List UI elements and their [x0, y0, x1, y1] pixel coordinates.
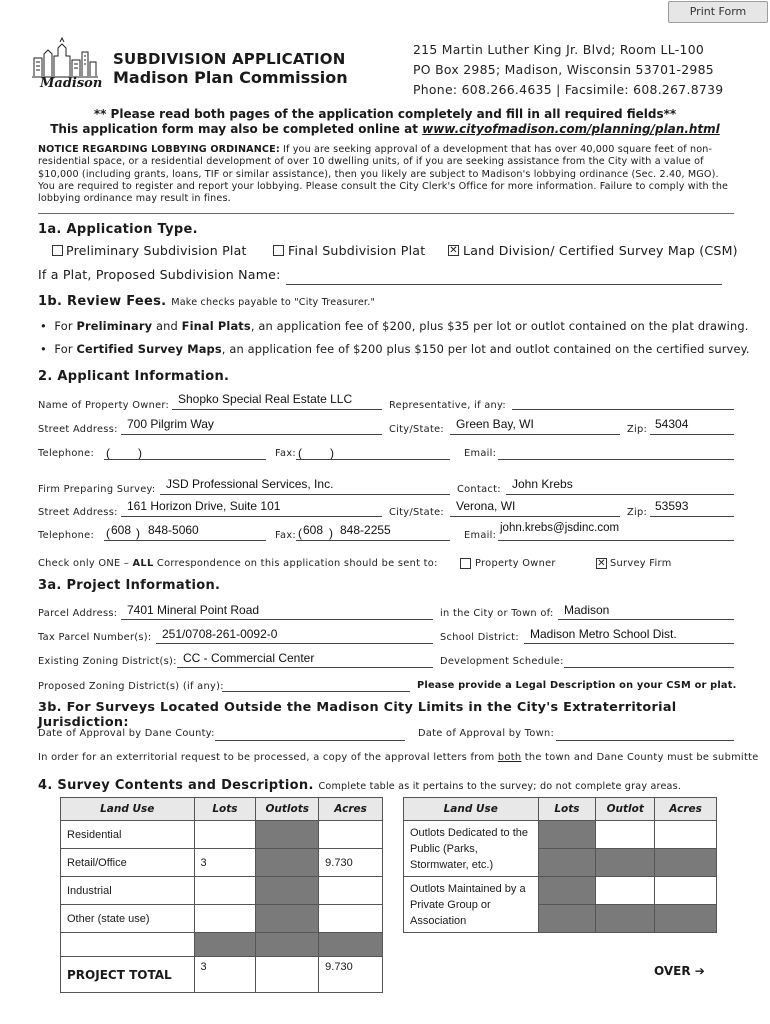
- owner-zip-input[interactable]: [650, 434, 734, 435]
- total-lots-cell[interactable]: 3: [194, 957, 256, 993]
- contact-value: John Krebs: [512, 477, 573, 491]
- table-row: [61, 877, 383, 905]
- madison-logo: [30, 36, 102, 100]
- representative-input[interactable]: [512, 409, 734, 410]
- owner-name-value: Shopko Special Real Estate LLC: [178, 392, 353, 406]
- row-label: Retail/Office: [61, 849, 195, 877]
- outlots-public-acres-cell[interactable]: [655, 821, 717, 849]
- gray-cell: [538, 849, 596, 877]
- gray-cell: [596, 849, 655, 877]
- firm-fax-area: 608: [303, 523, 324, 537]
- firm-tel-number: 848-5060: [148, 523, 199, 537]
- table-row: [61, 905, 383, 933]
- section-divider: [38, 213, 734, 214]
- owner-city-label: City/State:: [389, 424, 445, 435]
- gray-cell: [319, 933, 383, 957]
- row-label: Residential: [61, 821, 195, 849]
- dev-schedule-label: Development Schedule:: [440, 656, 564, 667]
- empty-cell: [61, 933, 195, 957]
- address-line-1: 215 Martin Luther King Jr. Blvd; Room LL-100: [413, 42, 705, 57]
- school-district-input[interactable]: [524, 643, 734, 644]
- firm-zip-label: Zip:: [627, 507, 648, 518]
- section-4-note: Complete table as it pertains to the survey; do not complete gray areas.: [318, 781, 682, 792]
- parcel-address-label: Parcel Address:: [38, 608, 118, 619]
- fee-bullet-csm-pre: For: [54, 342, 77, 356]
- corr-firm-label: Survey Firm: [610, 558, 672, 569]
- address-line-2: PO Box 2985; Madison, Wisconsin 53701-2985: [413, 62, 714, 77]
- total-acres-cell[interactable]: 9.730: [319, 957, 383, 993]
- section-1b: [38, 294, 375, 309]
- preliminary-plat-checkbox[interactable]: [52, 245, 63, 256]
- owner-zip-label: Zip:: [627, 424, 648, 435]
- county-approval-input[interactable]: [215, 740, 405, 741]
- gray-cell: [256, 849, 319, 877]
- firm-city-label: City/State:: [389, 507, 445, 518]
- lots-cell[interactable]: 3: [194, 849, 256, 877]
- parcel-address-value: 7401 Mineral Point Road: [127, 603, 260, 617]
- owner-email-label: Email:: [464, 448, 497, 459]
- form-subtitle: Madison Plan Commission: [113, 68, 348, 87]
- existing-zoning-value: CC - Commercial Center: [183, 651, 315, 665]
- acres-cell[interactable]: [319, 821, 383, 849]
- fee-bullet-csm-rest: , an application fee of $200 plus $150 per lot and outlot contained on the certified survey.: [221, 342, 750, 356]
- fee-bullet-plats-bold2: Final Plats: [181, 319, 251, 333]
- firm-street-value: 161 Horizon Drive, Suite 101: [127, 499, 281, 513]
- plat-name-input[interactable]: [286, 284, 722, 285]
- firm-input[interactable]: [160, 494, 450, 495]
- corr-owner-checkbox[interactable]: [460, 558, 471, 569]
- firm-email-input[interactable]: [498, 540, 734, 541]
- phone-line: Phone: 608.266.4635 | Facsimile: 608.267.8739: [413, 82, 724, 97]
- notice-line-2-prefix: This application form may also be completed online at: [50, 122, 423, 136]
- owner-fax-paren-open: (: [298, 446, 302, 460]
- owner-fax-paren-close: ): [330, 446, 334, 460]
- table-row: [61, 933, 383, 957]
- owner-name-input[interactable]: [172, 409, 382, 410]
- parcel-address-input[interactable]: [121, 619, 433, 620]
- town-approval-label: Date of Approval by Town:: [418, 728, 555, 739]
- proposed-zoning-input[interactable]: [222, 691, 410, 692]
- firm-fax-input[interactable]: [296, 540, 450, 541]
- owner-tel-paren-close: ): [138, 446, 142, 460]
- firm-tel-paren-open: (: [106, 526, 110, 540]
- col-lots-2: Lots: [538, 798, 596, 821]
- outlots-public-label: Outlots Dedicated to the Public (Parks, Stormwater, etc.): [404, 821, 539, 877]
- extraterritorial-note-underlined: both: [497, 752, 522, 763]
- corr-owner-label: Property Owner: [475, 558, 556, 569]
- fee-bullet-plats-bold1: Preliminary: [76, 319, 153, 333]
- col-land-use: Land Use: [61, 798, 195, 821]
- gray-cell: [538, 905, 596, 933]
- online-form-link[interactable]: www.cityofmadison.com/planning/plan.html: [422, 122, 720, 136]
- col-lots: Lots: [194, 798, 256, 821]
- tax-parcel-label: Tax Parcel Number(s):: [38, 632, 152, 643]
- fee-bullet-plats-rest: , an application fee of $200, plus $35 per lot or outlot contained on the plat drawing.: [250, 319, 749, 333]
- firm-tel-label: Telephone:: [38, 530, 95, 541]
- owner-fax-input[interactable]: [296, 459, 450, 460]
- fee-bullet-plats-mid: and: [152, 319, 182, 333]
- form-title: SUBDIVISION APPLICATION: [113, 50, 346, 68]
- total-outlots-cell[interactable]: [256, 957, 319, 993]
- firm-email-label: Email:: [464, 530, 497, 541]
- county-approval-label: Date of Approval by Dane County:: [38, 728, 215, 739]
- owner-tel-input[interactable]: [104, 459, 266, 460]
- table-row: [61, 849, 383, 877]
- gray-cell: [256, 821, 319, 849]
- row-label: Industrial: [61, 877, 195, 905]
- firm-street-input[interactable]: [121, 516, 382, 517]
- print-form-button[interactable]: Print Form: [668, 1, 768, 23]
- lots-cell[interactable]: [194, 905, 256, 933]
- land-use-table-left: [60, 797, 383, 993]
- outlots-private-label: Outlots Maintained by a Private Group or Association: [404, 877, 539, 933]
- firm-street-label: Street Address:: [38, 507, 118, 518]
- owner-name-label: Name of Property Owner:: [38, 400, 170, 411]
- city-town-value: Madison: [564, 603, 610, 617]
- gray-cell: [256, 905, 319, 933]
- final-plat-checkbox[interactable]: [273, 245, 284, 256]
- notice-line-2: [0, 122, 770, 136]
- correspondence-label-rest: Correspondence on this application should be sent to:: [153, 558, 438, 569]
- owner-street-value: 700 Pilgrim Way: [127, 417, 214, 431]
- gray-cell: [538, 877, 596, 905]
- col-outlots: Outlots: [256, 798, 319, 821]
- logo-text: Madison: [40, 76, 103, 91]
- owner-tel-label: Telephone:: [38, 448, 95, 459]
- section-1a-heading: 1a. Application Type.: [38, 222, 198, 237]
- firm-fax-label: Fax:: [275, 530, 297, 541]
- correspondence-label-pre: Check only ONE –: [38, 558, 133, 569]
- gray-cell: [194, 933, 256, 957]
- land-use-table-right: [403, 797, 717, 933]
- firm-zip-input[interactable]: [650, 516, 734, 517]
- preliminary-plat-label: Preliminary Subdivision Plat: [66, 243, 247, 258]
- acres-cell[interactable]: [319, 905, 383, 933]
- proposed-zoning-label: Proposed Zoning District(s) (if any):: [38, 681, 224, 692]
- col-acres-2: Acres: [655, 798, 717, 821]
- gray-cell: [596, 905, 655, 933]
- firm-tel-input[interactable]: [104, 540, 266, 541]
- contact-label: Contact:: [457, 484, 501, 495]
- city-town-input[interactable]: [558, 619, 734, 620]
- extraterritorial-note: [38, 752, 759, 763]
- outlots-private-outlot-cell[interactable]: [596, 877, 655, 905]
- correspondence-label-bold: ALL: [132, 558, 154, 569]
- table-row: [61, 821, 383, 849]
- firm-value: JSD Professional Services, Inc.: [166, 477, 334, 491]
- notice-line-1: ** Please read both pages of the application completely and fill in all required fields**: [93, 107, 677, 121]
- firm-label: Firm Preparing Survey:: [38, 484, 156, 495]
- firm-tel-area: 608: [111, 523, 132, 537]
- acres-cell[interactable]: [319, 877, 383, 905]
- town-approval-input[interactable]: [556, 740, 734, 741]
- firm-fax-paren-open: (: [298, 526, 302, 540]
- over-label: OVER ➔: [654, 964, 705, 978]
- acres-cell[interactable]: 9.730: [319, 849, 383, 877]
- firm-zip-value: 53593: [655, 499, 689, 513]
- lobbying-notice-heading: NOTICE REGARDING LOBBYING ORDINANCE:: [38, 144, 280, 155]
- row-label: Other (state use): [61, 905, 195, 933]
- col-acres: Acres: [319, 798, 383, 821]
- csm-label: Land Division/ Certified Survey Map (CSM): [463, 243, 738, 258]
- section-1b-heading: 1b. Review Fees.: [38, 294, 167, 309]
- representative-label: Representative, if any:: [389, 400, 507, 411]
- tax-parcel-value: 251/0708-261-0092-0: [162, 627, 278, 641]
- firm-city-value: Verona, WI: [456, 499, 516, 513]
- owner-tel-paren-open: (: [106, 446, 110, 460]
- owner-street-input[interactable]: [121, 434, 382, 435]
- owner-city-input[interactable]: [450, 434, 620, 435]
- lobbying-notice: [38, 144, 734, 205]
- firm-fax-paren-close: ): [329, 526, 333, 540]
- final-plat-label: Final Subdivision Plat: [288, 243, 426, 258]
- city-town-label: in the City or Town of:: [440, 608, 554, 619]
- section-1b-note: Make checks payable to "City Treasurer.": [171, 297, 376, 308]
- project-total-label: PROJECT TOTAL: [61, 957, 195, 993]
- correspondence-label: [38, 558, 438, 569]
- owner-street-label: Street Address:: [38, 424, 118, 435]
- firm-email-value: john.krebs@jsdinc.com: [500, 522, 620, 534]
- lots-cell[interactable]: [194, 821, 256, 849]
- csm-checkbox[interactable]: ✕: [449, 245, 458, 256]
- legal-description-note: Please provide a Legal Description on your CSM or plat.: [417, 680, 737, 691]
- owner-email-input[interactable]: [498, 459, 734, 460]
- contact-input[interactable]: [506, 494, 734, 495]
- gray-cell: [256, 933, 319, 957]
- fee-bullet-csm-bold: Certified Survey Maps: [76, 342, 222, 356]
- gray-cell: [538, 821, 596, 849]
- fee-bullet-csm: • For Certified Survey Maps, an application fee of $200 plus $150 per lot and outlot contained on the certified survey.: [40, 342, 750, 356]
- corr-firm-checkbox[interactable]: ✕: [597, 558, 606, 569]
- firm-city-input[interactable]: [450, 516, 620, 517]
- total-row: [61, 957, 383, 993]
- owner-fax-label: Fax:: [275, 448, 297, 459]
- owner-zip-value: 54304: [655, 417, 689, 431]
- existing-zoning-input[interactable]: [177, 667, 433, 668]
- gray-cell: [655, 849, 717, 877]
- outlots-public-outlot-cell[interactable]: [596, 821, 655, 849]
- fee-bullet-plats: • For Preliminary and Final Plats, an application fee of $200, plus $35 per lot or outlot contained on the plat drawing.: [40, 319, 749, 333]
- fee-bullet-plats-pre: For: [54, 319, 77, 333]
- firm-fax-number: 848-2255: [340, 523, 391, 537]
- col-land-use-2: Land Use: [404, 798, 539, 821]
- extraterritorial-note-pre: In order for an exterritorial request to be processed, a copy of the approval letters from: [38, 752, 498, 763]
- school-district-label: School District:: [440, 632, 519, 643]
- dev-schedule-input[interactable]: [564, 667, 734, 668]
- owner-city-value: Green Bay, WI: [456, 417, 534, 431]
- section-3a-heading: 3a. Project Information.: [38, 578, 221, 593]
- section-4-heading: 4. Survey Contents and Description.: [38, 778, 314, 793]
- lobbying-notice-text: If you are seeking approval of a development that has over 40,000 square feet of non-residential space, or a residential development of over 10 dwelling units, of if you are seeking assistance from the City with a value of $10,000 (including grants, loans, TIF or similar assistance), then you likely are subject to Madison's lobbying ordinance (Sec. 2.40, MGO). You are required to register and report your lobbying. Please consult the City Clerk's Office for more information. Failure to comply with the lobbying ordinance may result in fines.: [38, 144, 729, 205]
- firm-tel-paren-close: ): [136, 526, 140, 540]
- gray-cell: [256, 877, 319, 905]
- col-outlot-2: Outlot: [596, 798, 655, 821]
- existing-zoning-label: Existing Zoning District(s):: [38, 656, 177, 667]
- outlots-private-acres-cell[interactable]: [655, 877, 717, 905]
- section-3b-heading: 3b. For Surveys Located Outside the Madison City Limits in the City's Extraterritorial Jurisdiction:: [38, 700, 677, 730]
- lots-cell[interactable]: [194, 877, 256, 905]
- extraterritorial-note-rest: the town and Dane County must be submitte: [521, 752, 759, 763]
- gray-cell: [655, 905, 717, 933]
- tax-parcel-input[interactable]: [156, 643, 433, 644]
- section-2-heading: 2. Applicant Information.: [38, 369, 230, 384]
- school-district-value: Madison Metro School Dist.: [530, 627, 677, 641]
- section-4: [38, 778, 681, 793]
- plat-name-label: If a Plat, Proposed Subdivision Name:: [38, 267, 281, 282]
